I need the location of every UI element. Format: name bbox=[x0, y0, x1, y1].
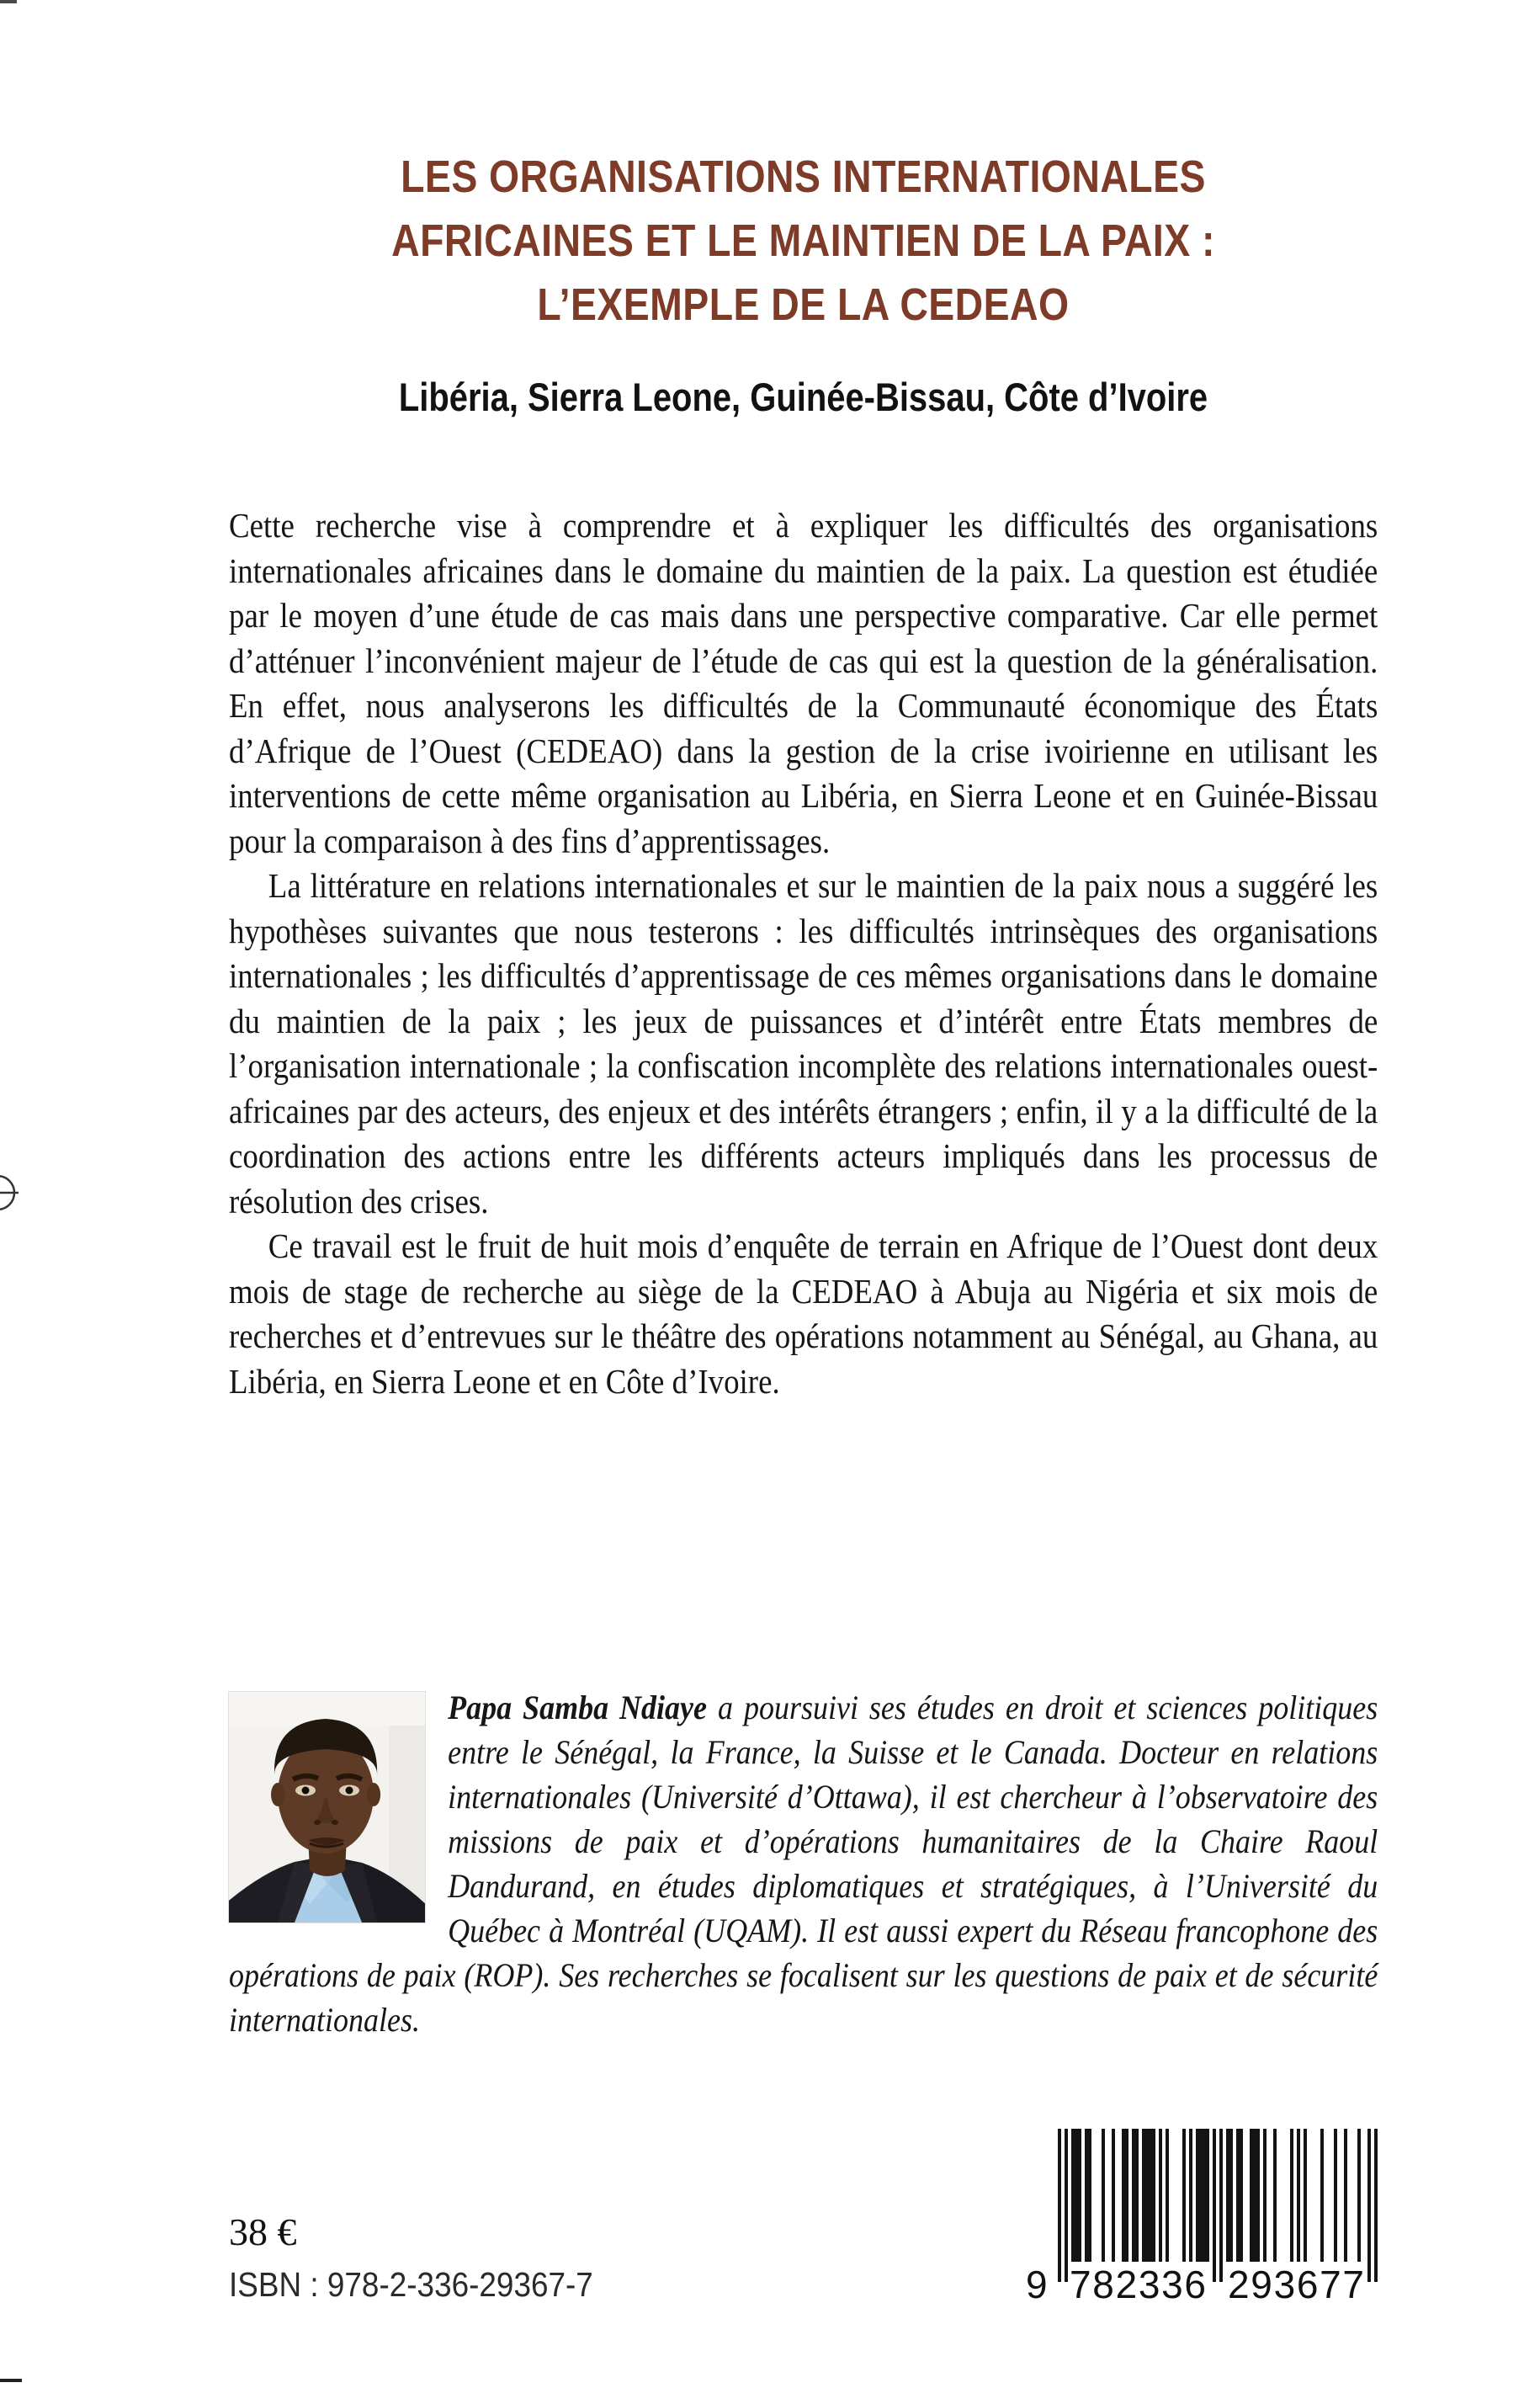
barcode-digit: 6 bbox=[1184, 2263, 1206, 2306]
synopsis-paragraph-2: La littérature en relations internationales et sur le maintien de la paix nous a suggéré les hypothèses suivantes que nous testerons : les difficultés intrinsèques des organisations internationales ; les difficultés d’apprentissage de ces mêmes organisations dans le domaine du maintien de la paix ; les jeux de puissances et d’intérêt entre États membres de l’organisation internationale ; la confiscation incomplète des relations internationales ouest-africaines par des acteurs, des enjeux et des intérêts étrangers ; enfin, il y a la difficulté de la coordination des actions entre les différents acteurs impliqués dans les processus de résolution des crises. bbox=[229, 866, 1378, 1221]
barcode-digit: 7 bbox=[1320, 2263, 1341, 2306]
barcode-digit: 6 bbox=[1296, 2263, 1319, 2306]
barcode-digit: 2 bbox=[1115, 2263, 1138, 2306]
barcode-digit: 7 bbox=[1070, 2263, 1091, 2306]
book-subtitle: Libéria, Sierra Leone, Guinée-Bissau, Côte d’Ivoire bbox=[398, 375, 1208, 419]
barcode-digits-group1 bbox=[1070, 2262, 1206, 2307]
book-title-line3: L’EXEMPLE DE LA CEDEAO bbox=[537, 279, 1070, 330]
author-photo bbox=[229, 1692, 425, 1923]
print-trim-mark bbox=[0, 2379, 22, 2382]
ean13-barcode bbox=[1024, 2129, 1386, 2316]
price: 38 € bbox=[229, 2210, 297, 2253]
barcode-digit: 2 bbox=[1228, 2263, 1250, 2306]
barcode-digit: 8 bbox=[1092, 2263, 1114, 2306]
barcode-digit-leading: 9 bbox=[1026, 2263, 1048, 2306]
isbn: ISBN : 978-2-336-29367-7 bbox=[229, 2265, 593, 2304]
barcode-digit: 3 bbox=[1273, 2263, 1296, 2306]
author-bio-body: a poursuivi ses études en droit et sciences politiques entre le Sénégal, la France, la Suisse et le Canada. Docteur en relations internationales (Université d’Ottawa), il est chercheur à l’observatoire des missions de paix et d’opérations humanitaires de la Chaire Raoul Dandurand, en études diplomatiques et stratégiques, à l’Université du Québec à Montréal (UQAM). Il est aussi expert du Réseau francophone des opérations de paix (ROP). Ses recherches se focalisent sur les questions de paix et de sécurité internationales. bbox=[229, 1689, 1378, 2039]
author-name: Papa Samba Ndiaye bbox=[448, 1689, 708, 1726]
barcode-digit: 3 bbox=[1138, 2263, 1160, 2306]
synopsis-paragraph-3: Ce travail est le fruit de huit mois d’enquête de terrain en Afrique de l’Ouest dont deux mois de stage de recherche au siège de la CEDEAO à Abuja au Nigéria et six mois de recherches et d’entrevues sur le théâtre des opérations notamment au Sénégal, au Ghana, au Libéria, en Sierra Leone et en Côte d’Ivoire. bbox=[229, 1226, 1378, 1401]
price-isbn-block bbox=[229, 2212, 634, 2303]
book-title-line2: AFRICAINES ET LE MAINTIEN DE LA PAIX : bbox=[391, 215, 1215, 266]
book-title bbox=[310, 145, 1298, 337]
print-corner-mark bbox=[0, 0, 17, 3]
barcode-digits-group2 bbox=[1228, 2262, 1364, 2307]
synopsis-paragraph-1: Cette recherche vise à comprendre et à expliquer les difficultés des organisations internationales africaines dans le domaine du maintien de la paix. La question est étudiée par le moyen d’une étude de cas mais dans une perspective comparative. Car elle permet d’atténuer l’inconvénient majeur de l’étude de cas qui est la question de la généralisation. En effet, nous analyserons les difficultés de la Communauté économique des États d’Afrique de l’Ouest (CEDEAO) dans la gestion de la crise ivoirienne en utilisant les interventions de cette même organisation au Libéria, en Sierra Leone et en Guinée-Bissau pour la comparaison à des fins d’apprentissages. bbox=[229, 506, 1378, 860]
barcode-digit: 7 bbox=[1342, 2263, 1364, 2306]
barcode-bars bbox=[1058, 2129, 1378, 2282]
barcode-digit: 3 bbox=[1161, 2263, 1183, 2306]
barcode-digit: 9 bbox=[1251, 2263, 1272, 2306]
synopsis bbox=[229, 503, 1378, 1404]
book-title-line1: LES ORGANISATIONS INTERNATIONALES bbox=[401, 152, 1206, 202]
author-bio bbox=[229, 1685, 1378, 2042]
registration-mark-icon bbox=[0, 1172, 39, 1219]
